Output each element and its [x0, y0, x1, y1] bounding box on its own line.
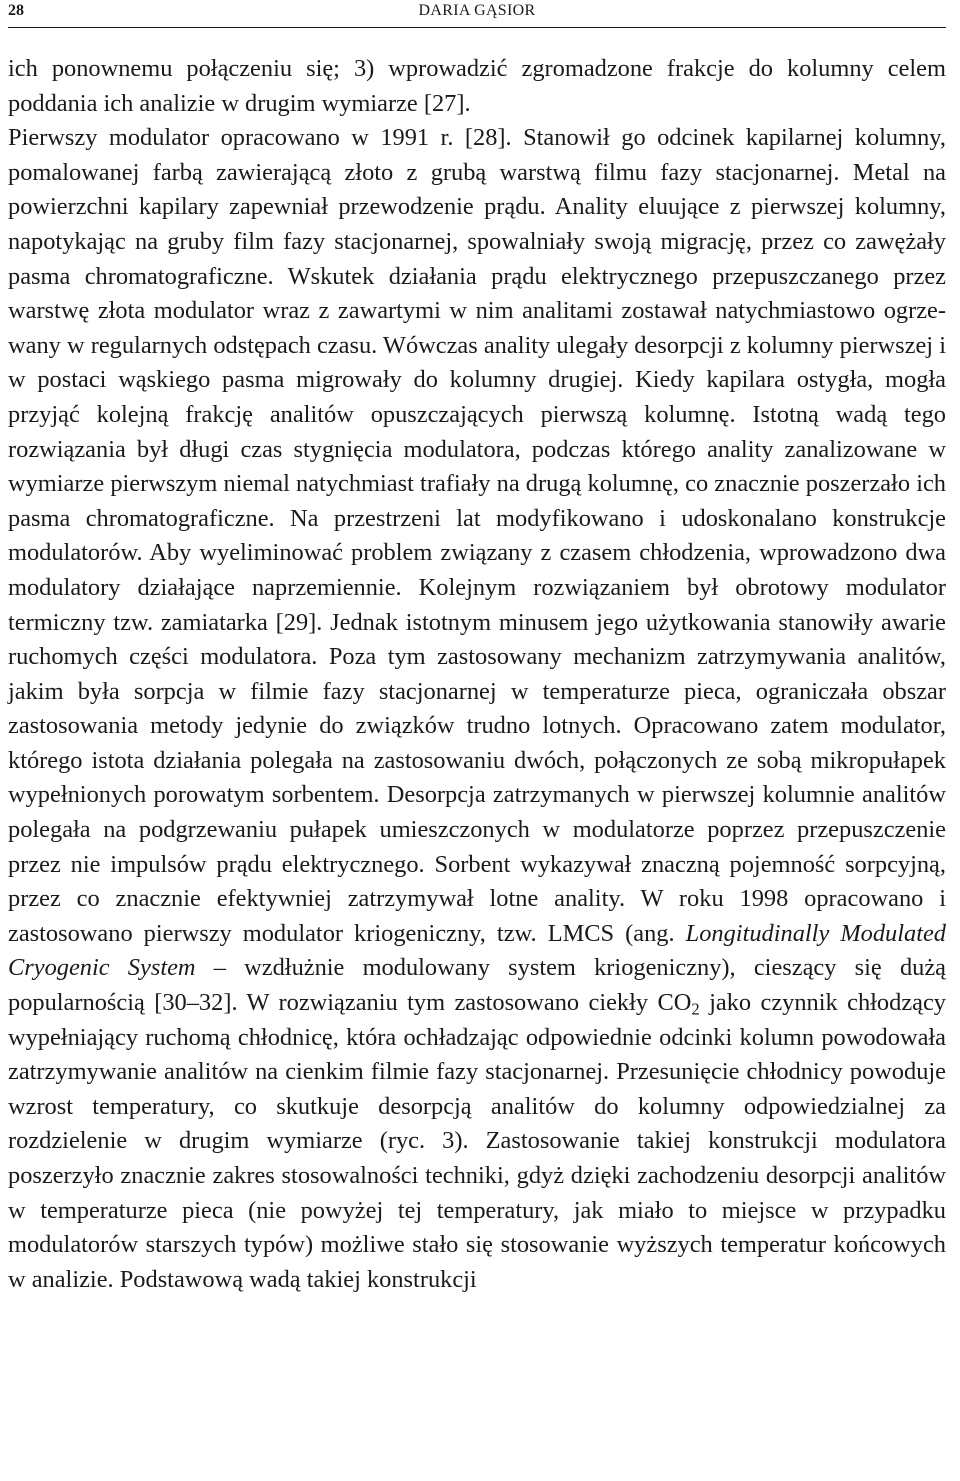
running-title: DARIA GĄSIOR — [418, 2, 536, 19]
paragraph-modulators — [8, 121, 946, 1297]
paragraph-text: Pierwszy modulator opracowano w 1991 r. [28]. Stanowił go odcinek kapilarnej kolumny, pomalowanej farbą zawierającą złoto z grubą warstwą filmu fazy stacjonarnej. Metal na powierzchni kapilary zapewniał przewodzenie prądu. Anality eluujące z pierwszej kolumny, napotykając na gruby film fazy stacjonarnej, spowalniały swoją migrację, przez co zawężały pasma chromatograficzne. Wskutek działania prądu elektrycznego przepuszczanego przez warstwę złota modulator wraz z zawartymi w nim analitami zostawał natychmiastowo ogrzewany w regularnych odstępach czasu. Wówczas anality ulegały desorpcji z kolumny pierwszej i w postaci wąskiego pasma migrowały do kolumny drugiej. Kiedy kapilara ostygła, mogła przyjąć kolejną frakcję analitów opuszczających pierwszą kolumnę. Istotną wadą tego rozwiązania był długi czas stygnięcia modulatora, podczas którego anality zanalizowane w wymiarze pierwszym niemal natychmiast trafiały na drugą kolumnę, co znacznie poszerzało ich pasma chromatograficzne. Na przestrzeni lat modyfikowano i udoskonalano konstrukcje modulatorów. Aby wyeliminować problem związany z czasem chłodzenia, wprowadzono dwa modulatory działające naprzemiennie. Kolejnym rozwiązaniem był obrotowy modulator termiczny tzw. zamiatarka [29]. Jednak istotnym minusem jego użytkowania stanowiły awarie ruchomych części modulatora. Poza tym zastosowany mechanizm zatrzymywania analitów, jakim była sorpcja w filmie fazy stacjonarnej w temperaturze pieca, ograniczała obszar zastosowania metody jedynie do związków trudno lotnych. Opracowano zatem modulator, którego istota działania polegała na zastosowaniu dwóch, połączonych ze sobą mikropułapek wypełnionych porowatym sorbentem. Desorpcja zatrzymanych w pierwszej kolumnie analitów polegała na podgrzewaniu pułapek umieszczonych w modulatorze poprzez przepuszczenie przez nie impulsów prądu elektrycznego. Sorbent wykazywał znaczną pojemność sorpcyjną, przez co znacznie efektywniej zatrzymywał lotne anality. W roku 1998 opracowano i zastosowano pierwszy modulator kriogeniczny, tzw. LMCS (ang. — [8, 124, 946, 947]
subscript: 2 — [691, 999, 700, 1019]
paragraph-text: – wzdłużnie modulowany system kriogeniczny), cieszący się dużą popularnością [30–32]. W rozwiązaniu tym zastosowano ciekły CO — [8, 954, 947, 1017]
header-rule — [8, 27, 946, 28]
page-number: 28 — [8, 2, 24, 19]
paragraph-text: jako czynnik chłodzący wypełniający ruchomą chłodnicę, która ochładzając odpowiednie odcinki kolumn powodowała zatrzymywanie analitów na cienkim filmie fazy stacjonarnej. Przesunięcie chłodnicy powoduje wzrost temperatury, co skutkuje desorpcją analitów do kolumny odpowiedzialnej za rozdzielenie w drugim wymiarze (ryc. 3). Zastosowanie takiej konstrukcji modulatora poszerzyło znacznie zakres stosowalności techniki, gdyż dzięki zachodzeniu desorpcji analitów w temperaturze pieca (nie powyżej tej temperatury, jak miało to miejsce w przypadku modulatorów starszych typów) możliwe stało się stosowanie wyższych temperatur końcowych w analizie. Podstawową wadą takiej konstrukcji — [8, 989, 946, 1293]
paragraph-continuation: ich ponownemu połączeniu się; 3) wprowadzić zgromadzone frakcje do kolumny celem poddania ich analizie w drugim wymiarze [27]. — [8, 55, 946, 117]
italic-term: Longitudinally Modulated Cryogenic System — [8, 919, 946, 982]
running-head — [8, 0, 946, 22]
body-text — [8, 52, 946, 1297]
